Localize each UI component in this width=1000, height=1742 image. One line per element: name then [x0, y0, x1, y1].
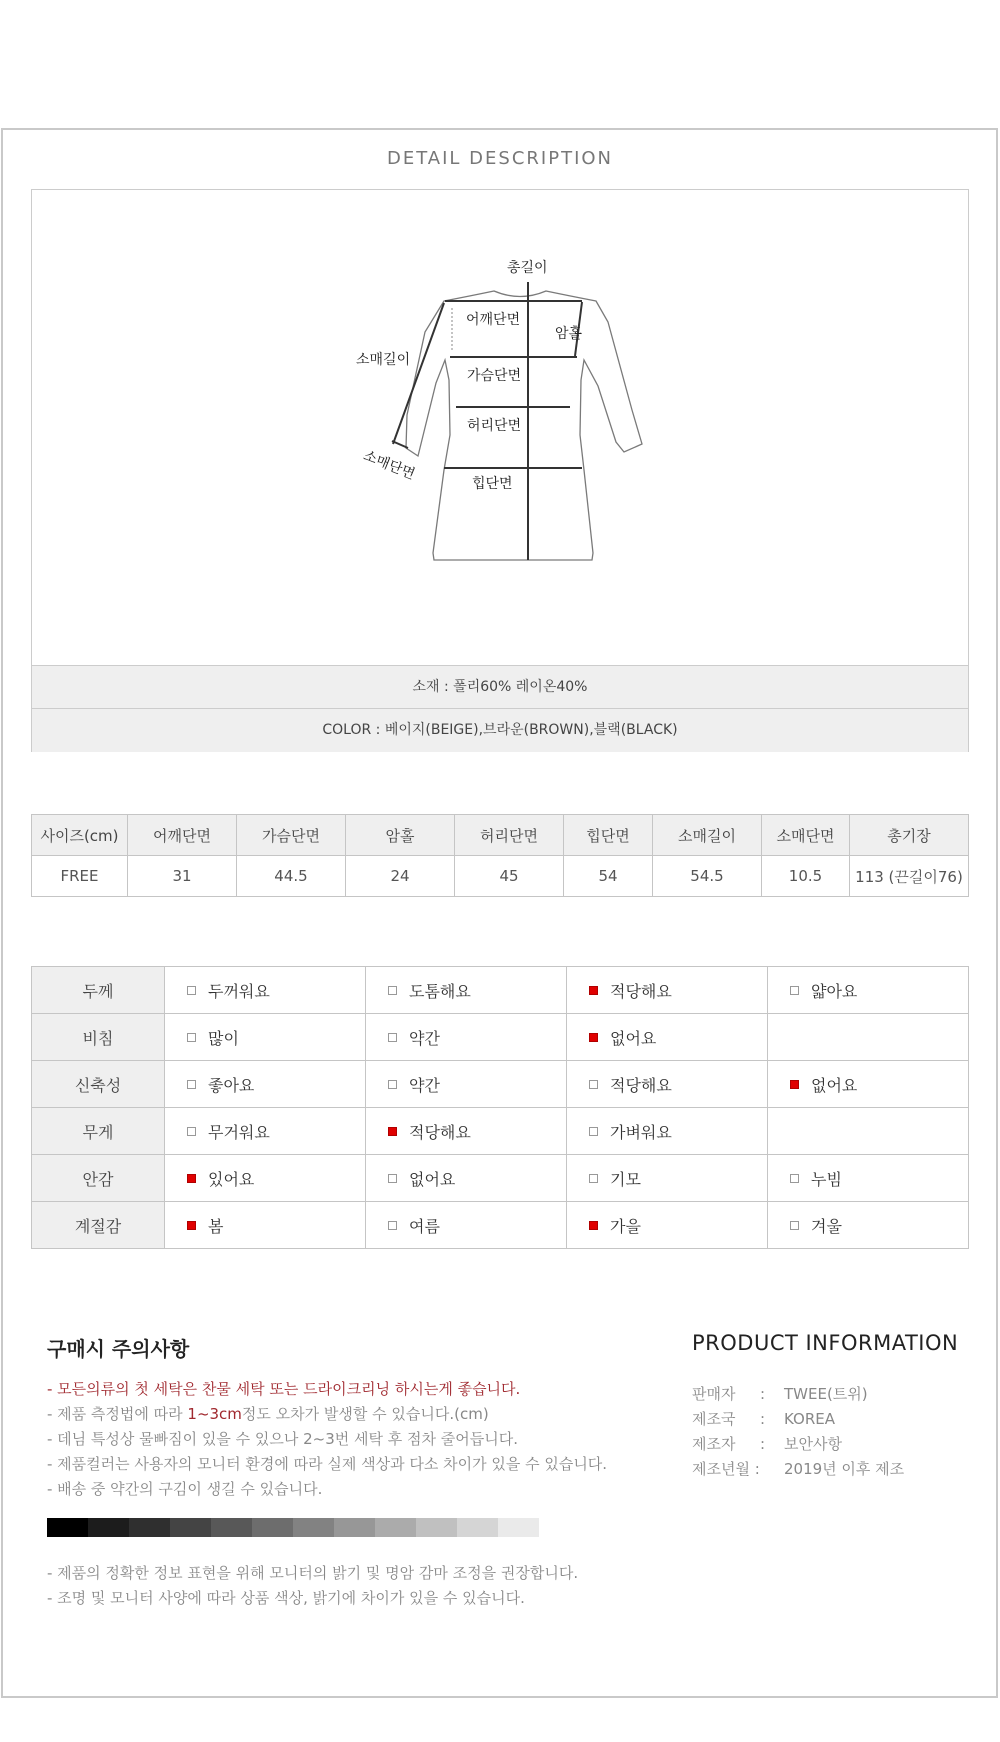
feature-option: [366, 979, 566, 1002]
size-table: [31, 814, 969, 897]
feature-option: [567, 1026, 767, 1049]
notice-line: - 조명 및 모니터 사양에 따라 상품 색상, 밝기에 차이가 있을 수 있습니다.: [47, 1589, 525, 1607]
feature-option-cell: [768, 1108, 969, 1155]
feature-option-label: 얇아요: [811, 981, 858, 1001]
checked-box-icon: [589, 986, 598, 995]
size-header-cell: 소매단면: [762, 815, 850, 856]
feature-option-cell: [366, 1014, 567, 1061]
feature-option-label: 적당해요: [610, 1075, 672, 1095]
label-hip: 힙단면: [472, 476, 513, 492]
feature-option-cell: [768, 1014, 969, 1061]
feature-option-cell: [366, 967, 567, 1014]
feature-option: [768, 979, 968, 1002]
feature-option: [366, 1120, 566, 1143]
pi-key: 제조년월 :: [692, 1460, 760, 1478]
pi-sep: :: [760, 1435, 766, 1453]
feature-option-cell: [567, 1061, 768, 1108]
feature-label: 비침: [32, 1014, 165, 1061]
pi-key: 제조국: [692, 1410, 736, 1428]
gray-swatch: [47, 1518, 88, 1537]
label-chest: 가슴단면: [467, 368, 522, 384]
notice-text: 정도 오차가 발생할 수 있습니다.(cm): [241, 1405, 489, 1423]
notice-line: - 배송 중 약간의 구김이 생길 수 있습니다.: [47, 1480, 323, 1498]
feature-option: [567, 1120, 767, 1143]
feature-row: [32, 1155, 969, 1202]
feature-option-cell: [567, 1155, 768, 1202]
notice-highlight: 1~3cm: [187, 1405, 242, 1423]
product-info-row: [692, 1383, 868, 1404]
material-row: 소재 : 폴리60% 레이온40%: [32, 665, 968, 709]
feature-option: [366, 1026, 566, 1049]
feature-row: [32, 1014, 969, 1061]
feature-option-cell: [768, 1202, 969, 1249]
feature-option-cell: [165, 1155, 366, 1202]
feature-row: [32, 967, 969, 1014]
feature-label: 신축성: [32, 1061, 165, 1108]
product-info-row: [692, 1433, 842, 1454]
feature-option-cell: [165, 1014, 366, 1061]
unchecked-box-icon: [790, 1174, 799, 1183]
feature-row: [32, 1202, 969, 1249]
size-header-cell: 암홀: [346, 815, 455, 856]
feature-option-cell: [567, 1014, 768, 1061]
unchecked-box-icon: [388, 1033, 397, 1042]
size-cell: 24: [346, 856, 455, 897]
checked-box-icon: [388, 1127, 397, 1136]
gray-swatch: [416, 1518, 457, 1537]
feature-option-cell: [768, 1155, 969, 1202]
feature-option-label: 가을: [610, 1216, 641, 1236]
product-info-title: PRODUCT INFORMATION: [692, 1331, 959, 1355]
feature-option-cell: [165, 1108, 366, 1155]
label-shoulder: 어깨단면: [466, 312, 521, 328]
section-title: DETAIL DESCRIPTION: [386, 148, 614, 169]
feature-option-label: 봄: [208, 1216, 224, 1236]
size-cell: 54: [564, 856, 653, 897]
feature-option: [165, 1073, 365, 1096]
unchecked-box-icon: [187, 1033, 196, 1042]
size-header-cell: 총기장: [850, 815, 969, 856]
size-cell: FREE: [32, 856, 128, 897]
feature-option: [165, 979, 365, 1002]
size-cell: 45: [455, 856, 564, 897]
feature-option-cell: [567, 967, 768, 1014]
size-table-header: [32, 815, 969, 856]
checked-box-icon: [589, 1033, 598, 1042]
size-header-cell: 소매길이: [653, 815, 762, 856]
notice-line: - 데님 특성상 물빠짐이 있을 수 있으나 2~3번 세탁 후 점차 줄어듭니다.: [47, 1430, 519, 1448]
feature-option-label: 무거워요: [208, 1122, 270, 1142]
feature-option-cell: [567, 1108, 768, 1155]
color-row: COLOR : 베이지(BEIGE),브라운(BROWN),블랙(BLACK): [32, 708, 968, 752]
feature-option-cell: [165, 967, 366, 1014]
gray-swatch: [211, 1518, 252, 1537]
feature-option-label: 도톰해요: [409, 981, 471, 1001]
feature-option-cell: [165, 1202, 366, 1249]
feature-option: [567, 1214, 767, 1237]
unchecked-box-icon: [790, 1221, 799, 1230]
pi-value: KOREA: [784, 1410, 835, 1428]
feature-option-cell: [768, 967, 969, 1014]
size-cell: 54.5: [653, 856, 762, 897]
label-waist: 허리단면: [467, 418, 522, 434]
feature-option-label: 여름: [409, 1216, 440, 1236]
gray-swatch: [334, 1518, 375, 1537]
feature-label: 두께: [32, 967, 165, 1014]
notice-line: - 모든의류의 첫 세탁은 찬물 세탁 또는 드라이크리닝 하시는게 좋습니다.: [47, 1380, 521, 1398]
feature-option: [165, 1214, 365, 1237]
pi-sep: :: [760, 1385, 766, 1403]
pi-value: 2019년 이후 제조: [784, 1460, 905, 1478]
feature-row: [32, 1061, 969, 1108]
feature-option: [366, 1167, 566, 1190]
feature-option: [768, 1167, 968, 1190]
feature-option-cell: [366, 1108, 567, 1155]
sleeve-line: [393, 303, 444, 444]
notice-line: - 제품의 정확한 정보 표현을 위해 모니터의 밝기 및 명암 감마 조정을 권장합니다.: [47, 1564, 579, 1582]
feature-option-label: 약간: [409, 1075, 440, 1095]
feature-option: [567, 1073, 767, 1096]
unchecked-box-icon: [388, 1221, 397, 1230]
feature-option-label: 두꺼워요: [208, 981, 270, 1001]
unchecked-box-icon: [187, 986, 196, 995]
label-sleeve-length: 소매길이: [356, 352, 411, 368]
unchecked-box-icon: [388, 1174, 397, 1183]
feature-option-cell: [165, 1061, 366, 1108]
product-info-row: [692, 1458, 904, 1479]
label-cuff: 소매단면: [360, 447, 418, 483]
feature-option: [366, 1073, 566, 1096]
unchecked-box-icon: [790, 986, 799, 995]
pi-value: 보안사항: [784, 1435, 842, 1453]
checked-box-icon: [589, 1221, 598, 1230]
feature-option-cell: [768, 1061, 969, 1108]
size-header-cell: 허리단면: [455, 815, 564, 856]
feature-option: [567, 979, 767, 1002]
gray-swatch: [88, 1518, 129, 1537]
feature-option-label: 적당해요: [409, 1122, 471, 1142]
feature-option-label: 누빔: [811, 1169, 842, 1189]
feature-option: [165, 1120, 365, 1143]
feature-label: 무게: [32, 1108, 165, 1155]
gray-swatch: [457, 1518, 498, 1537]
feature-table: [31, 966, 969, 1249]
gray-swatch: [170, 1518, 211, 1537]
size-cell: 31: [128, 856, 237, 897]
feature-row: [32, 1108, 969, 1155]
pi-key: 판매자: [692, 1385, 736, 1403]
unchecked-box-icon: [388, 986, 397, 995]
unchecked-box-icon: [589, 1127, 598, 1136]
feature-option: [165, 1026, 365, 1049]
label-armhole: 암홀: [555, 326, 583, 342]
feature-option-label: 좋아요: [208, 1075, 255, 1095]
feature-label: 계절감: [32, 1202, 165, 1249]
size-diagram-box: [31, 189, 969, 752]
feature-option-label: 기모: [610, 1169, 641, 1189]
notice-title: 구매시 주의사항: [47, 1337, 190, 1361]
feature-option-label: 많이: [208, 1028, 239, 1048]
unchecked-box-icon: [187, 1127, 196, 1136]
notice-text: - 제품 측정법에 따라: [47, 1405, 188, 1423]
pi-value: TWEE(트위): [784, 1385, 868, 1403]
feature-option-label: 없어요: [409, 1169, 456, 1189]
size-table-row: [32, 856, 969, 897]
checked-box-icon: [187, 1174, 196, 1183]
feature-option-label: 있어요: [208, 1169, 255, 1189]
checked-box-icon: [187, 1221, 196, 1230]
gray-swatch: [252, 1518, 293, 1537]
feature-option: [768, 1073, 968, 1096]
feature-option-label: 적당해요: [610, 981, 672, 1001]
feature-option-label: 약간: [409, 1028, 440, 1048]
dress-outline: [406, 291, 642, 560]
feature-option: [165, 1167, 365, 1190]
size-cell: 44.5: [237, 856, 346, 897]
feature-label: 안감: [32, 1155, 165, 1202]
feature-option-cell: [567, 1202, 768, 1249]
feature-option-cell: [366, 1061, 567, 1108]
feature-option-label: 겨울: [811, 1216, 842, 1236]
size-header-cell: 가슴단면: [237, 815, 346, 856]
pi-sep: :: [760, 1410, 766, 1428]
feature-option-cell: [366, 1155, 567, 1202]
feature-option: [366, 1214, 566, 1237]
unchecked-box-icon: [589, 1080, 598, 1089]
size-header-cell: 사이즈(cm): [32, 815, 128, 856]
label-total-length: 총길이: [507, 260, 548, 276]
unchecked-box-icon: [589, 1174, 598, 1183]
gray-swatch: [129, 1518, 170, 1537]
checked-box-icon: [790, 1080, 799, 1089]
product-info-row: [692, 1408, 835, 1429]
size-header-cell: 힙단면: [564, 815, 653, 856]
monitor-gray-scale: [47, 1518, 539, 1537]
feature-option-cell: [366, 1202, 567, 1249]
unchecked-box-icon: [388, 1080, 397, 1089]
gray-swatch: [293, 1518, 334, 1537]
feature-option-label: 없어요: [811, 1075, 858, 1095]
size-cell: 10.5: [762, 856, 850, 897]
gray-swatch: [375, 1518, 416, 1537]
notice-line: - 제품컬러는 사용자의 모니터 환경에 따라 실제 색상과 다소 차이가 있을 수 있습니다.: [47, 1455, 608, 1473]
notice-line: [47, 1403, 489, 1424]
feature-option: [768, 1214, 968, 1237]
feature-option: [567, 1167, 767, 1190]
pi-key: 제조자: [692, 1435, 736, 1453]
feature-option-label: 없어요: [610, 1028, 657, 1048]
size-header-cell: 어깨단면: [128, 815, 237, 856]
feature-option-label: 가벼워요: [610, 1122, 672, 1142]
gray-swatch: [498, 1518, 539, 1537]
size-cell: 113 (끈길이76): [850, 856, 969, 897]
unchecked-box-icon: [187, 1080, 196, 1089]
